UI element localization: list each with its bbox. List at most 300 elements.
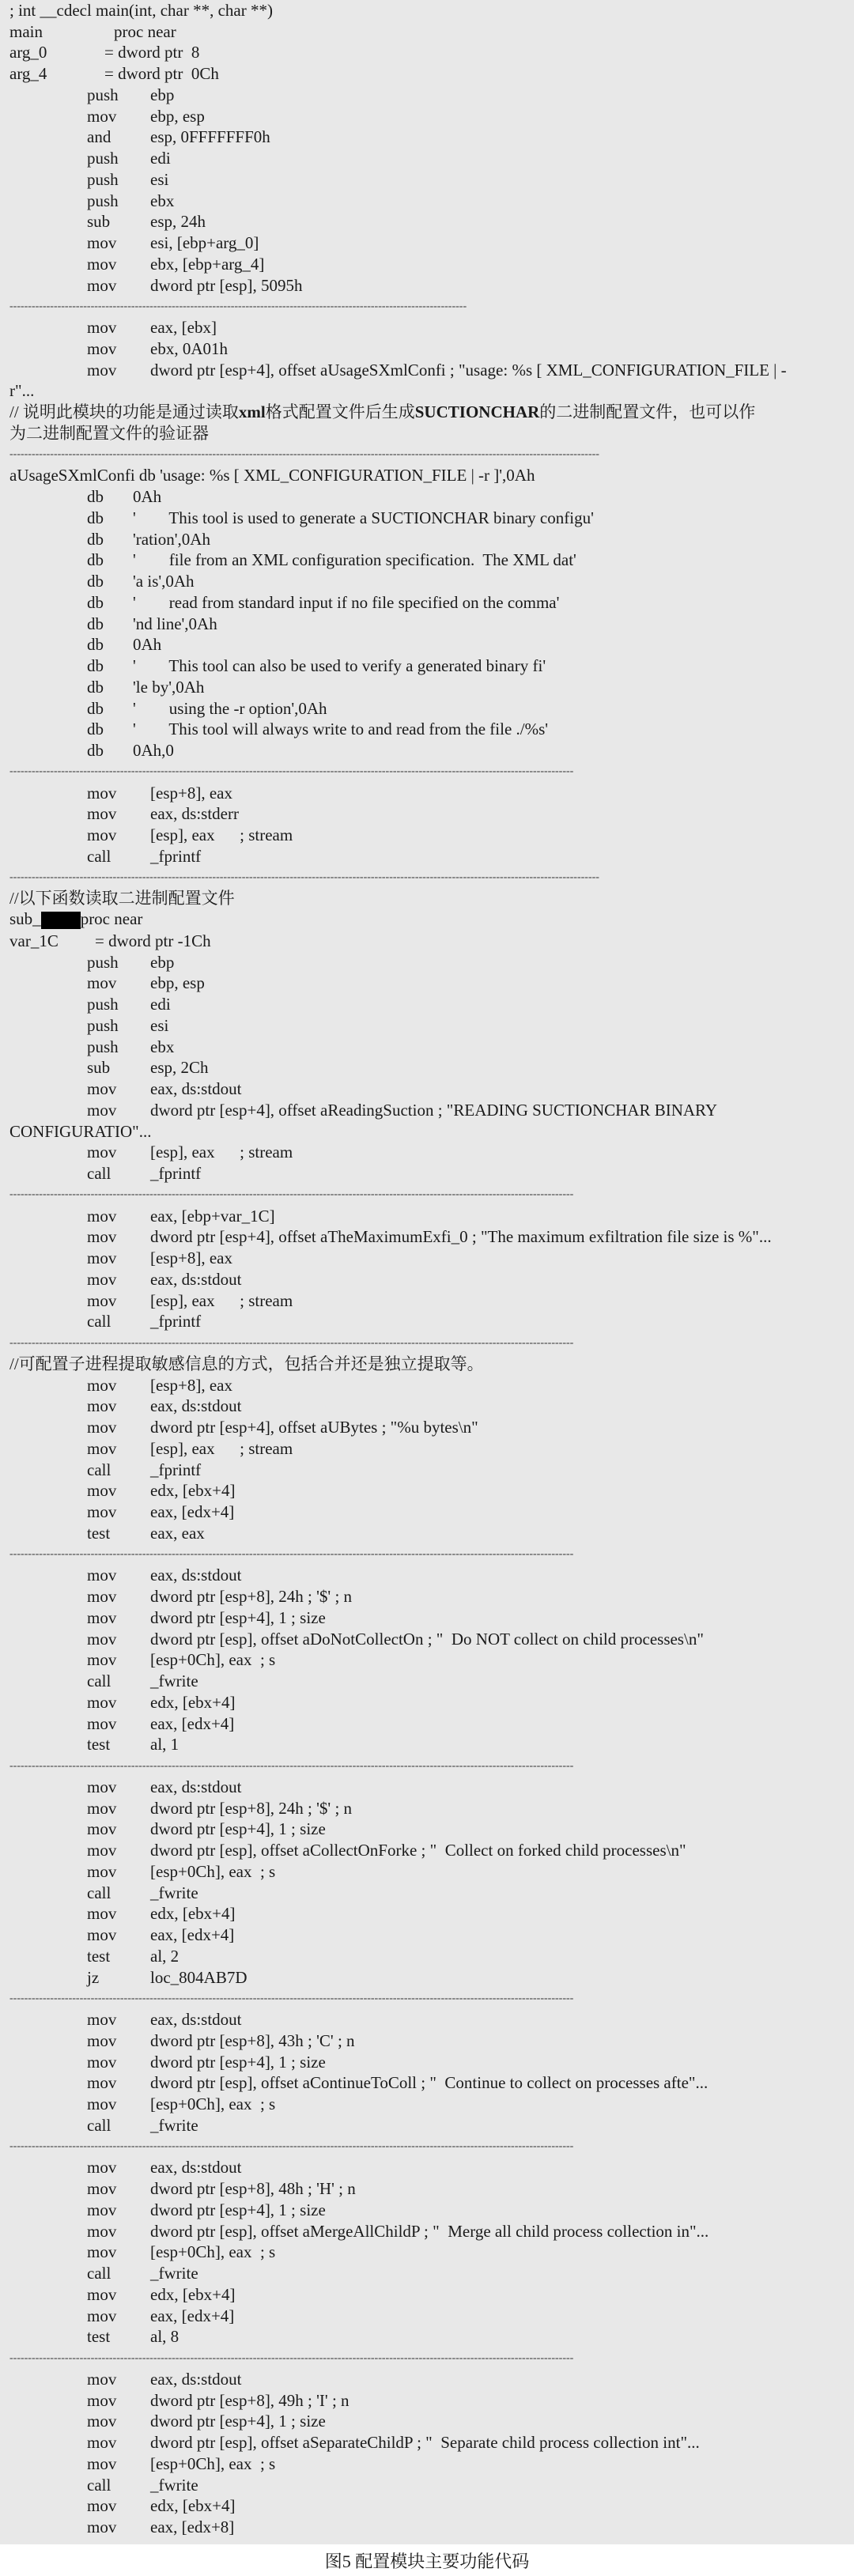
mnemonic: mov bbox=[87, 2412, 117, 2431]
instruction-line bbox=[0, 1735, 854, 1756]
operands: eax, eax bbox=[150, 1523, 205, 1543]
mnemonic: mov bbox=[87, 2094, 117, 2114]
instruction-line bbox=[0, 2052, 854, 2073]
operands: al, 8 bbox=[150, 2327, 179, 2347]
operands: dword ptr [esp+4], 1 ; size bbox=[150, 1607, 326, 1627]
code-block-sub bbox=[0, 952, 854, 1121]
comment-child-process: //可配置子进程提取敏感信息的方式，包括合并还是独立提取等。 bbox=[9, 1354, 484, 1373]
separator: --------------------------------------------------------------------------------------------------------------------------------------------------------- bbox=[9, 1992, 574, 2004]
mnemonic: mov bbox=[87, 2453, 117, 2473]
operands: dword ptr [esp], offset aSeparateChildP ; " Separate child process collection int"... bbox=[150, 2433, 700, 2453]
code-block-separate bbox=[0, 2369, 854, 2538]
operands: [esp], eax ; stream bbox=[150, 1143, 293, 1162]
instruction-line bbox=[0, 1798, 854, 1819]
code-block-sub-tail bbox=[0, 1143, 854, 1185]
operands: eax, [edx+8] bbox=[150, 2517, 235, 2537]
directive: db bbox=[87, 487, 104, 507]
instruction-line bbox=[0, 2412, 854, 2433]
mnemonic: push bbox=[87, 85, 119, 104]
data-directive-line bbox=[0, 529, 854, 550]
code-block-merge bbox=[0, 2158, 854, 2348]
operands: dword ptr [esp], 5095h bbox=[150, 275, 303, 295]
mnemonic: mov bbox=[87, 1100, 117, 1120]
operands: ' This tool is used to generate a SUCTIONCHAR binary configu' bbox=[133, 508, 594, 527]
mnemonic: mov bbox=[87, 275, 117, 295]
data-directive-line bbox=[0, 720, 854, 741]
instruction-line bbox=[0, 1417, 854, 1438]
operands: eax, ds:stdout bbox=[150, 1269, 242, 1289]
separator: ---------------------------------------------------------------------------------------------------------------------------------------------------------------- bbox=[9, 872, 599, 884]
usage-string-db-lines bbox=[0, 486, 854, 761]
directive: db bbox=[87, 720, 104, 739]
operands: dword ptr [esp+8], 48h ; 'H' ; n bbox=[150, 2179, 356, 2199]
instruction-line bbox=[0, 2306, 854, 2327]
mnemonic: call bbox=[87, 1460, 111, 1479]
mnemonic: mov bbox=[87, 1248, 117, 1268]
instruction-line bbox=[0, 1481, 854, 1502]
operands: ' file from an XML configuration specification. The XML dat' bbox=[133, 550, 576, 570]
mnemonic: call bbox=[87, 2264, 111, 2283]
mnemonic: mov bbox=[87, 1713, 117, 1733]
operands: eax, ds:stderr bbox=[150, 804, 239, 824]
instruction-line bbox=[0, 1586, 854, 1607]
instruction-line bbox=[0, 1290, 854, 1312]
instruction-line bbox=[0, 1523, 854, 1544]
mnemonic: call bbox=[87, 846, 111, 866]
arg-declaration-0: arg_0 = dword ptr 8 bbox=[9, 43, 200, 62]
mnemonic: mov bbox=[87, 2200, 117, 2219]
wrapped-continuation: CONFIGURATIO"... bbox=[9, 1121, 152, 1141]
operands: ebx bbox=[150, 191, 175, 210]
operands: eax, [edx+4] bbox=[150, 1713, 235, 1733]
mnemonic: test bbox=[87, 2327, 111, 2347]
operands: dword ptr [esp], offset aDoNotCollectOn ; " Do NOT collect on child processes\n" bbox=[150, 1629, 704, 1649]
operands: ' read from standard input if no file specified on the comma' bbox=[133, 592, 560, 612]
operands: esp, 24h bbox=[150, 212, 206, 232]
instruction-line bbox=[0, 2115, 854, 2136]
mnemonic: mov bbox=[87, 1290, 117, 1310]
instruction-line bbox=[0, 952, 854, 973]
operands: [esp], eax ; stream bbox=[150, 1438, 293, 1458]
instruction-line bbox=[0, 1883, 854, 1904]
proc-declaration-main: main proc near bbox=[9, 21, 176, 41]
instruction-line bbox=[0, 1375, 854, 1396]
instruction-line bbox=[0, 1227, 854, 1248]
mnemonic: call bbox=[87, 2475, 111, 2495]
instruction-line bbox=[0, 1566, 854, 1587]
mnemonic: mov bbox=[87, 2179, 117, 2199]
mnemonic: push bbox=[87, 952, 119, 972]
directive-row bbox=[0, 679, 204, 696]
instruction-line bbox=[0, 1692, 854, 1713]
directive-row bbox=[0, 658, 546, 674]
mnemonic: mov bbox=[87, 2306, 117, 2325]
instruction-line bbox=[0, 2432, 854, 2453]
separator: --------------------------------------------------------------------------------------------------------------------------------------------------------- bbox=[9, 766, 574, 778]
operands: [esp+0Ch], eax ; s bbox=[150, 1650, 276, 1670]
instruction-line bbox=[0, 825, 854, 846]
operands: dword ptr [esp], offset aMergeAllChildP ; " Merge all child process collection in"... bbox=[150, 2221, 709, 2241]
operands: _fprintf bbox=[150, 1164, 202, 1184]
comment-usage-line-1: // 说明此模块的功能是通过读取xml格式配置文件后生成SUCTIONCHAR的二进制配置文件，也可以作 bbox=[9, 402, 756, 422]
operands: 0Ah bbox=[133, 487, 162, 507]
operands: edx, [ebx+4] bbox=[150, 1904, 236, 1924]
operands: [esp+0Ch], eax ; s bbox=[150, 2242, 276, 2262]
instruction-line bbox=[0, 2327, 854, 2348]
operands: loc_804AB7D bbox=[150, 1967, 248, 1987]
operands: dword ptr [esp+4], offset aTheMaximumExfi_0 ; "The maximum exfiltration file size is %"... bbox=[150, 1227, 772, 1247]
directive: db bbox=[87, 614, 104, 633]
instruction-line bbox=[0, 1777, 854, 1798]
operands: dword ptr [esp+4], 1 ; size bbox=[150, 2200, 326, 2219]
operands: dword ptr [esp+8], 24h ; '$' ; n bbox=[150, 1798, 353, 1818]
instruction-line bbox=[0, 1629, 854, 1650]
code-block-forked bbox=[0, 1777, 854, 1989]
operands: eax, [edx+4] bbox=[150, 1502, 235, 1522]
instruction-line bbox=[0, 1143, 854, 1164]
mnemonic: test bbox=[87, 1735, 111, 1754]
mnemonic: jz bbox=[87, 1967, 100, 1987]
proc-declaration-sub: sub_ proc near bbox=[9, 909, 143, 929]
operands: ebp bbox=[150, 952, 175, 972]
mnemonic: push bbox=[87, 995, 119, 1014]
operands: eax, [edx+4] bbox=[150, 2306, 235, 2325]
directive: db bbox=[87, 677, 104, 697]
mnemonic: mov bbox=[87, 1841, 117, 1860]
operands: edx, [ebx+4] bbox=[150, 2284, 236, 2304]
instruction-line bbox=[0, 317, 854, 338]
operands: edx, [ebx+4] bbox=[150, 2496, 236, 2516]
instruction-line bbox=[0, 846, 854, 867]
instruction-line bbox=[0, 1946, 854, 1967]
directive-row bbox=[0, 721, 548, 738]
instruction-line bbox=[0, 2073, 854, 2094]
code-block-main bbox=[0, 85, 854, 297]
directive: db bbox=[87, 572, 104, 591]
separator: ---------------------------------------------------------------------------------------------------------------------------------------------------------------- bbox=[9, 449, 599, 461]
mnemonic: mov bbox=[87, 2517, 117, 2537]
operands: esp, 2Ch bbox=[150, 1058, 209, 1078]
mnemonic: mov bbox=[87, 1206, 117, 1226]
directive-row bbox=[0, 510, 594, 527]
directive-row bbox=[0, 698, 327, 718]
operands: _fwrite bbox=[150, 2264, 198, 2283]
comment-sub-function: //以下函数读取二进制配置文件 bbox=[9, 889, 235, 908]
operands: eax, ds:stdout bbox=[150, 1777, 242, 1796]
function-signature: ; int __cdecl main(int, char **, char **) bbox=[9, 0, 273, 20]
redacted-block bbox=[41, 912, 81, 929]
operands: 'nd line',0Ah bbox=[133, 614, 217, 633]
operands: al, 1 bbox=[150, 1735, 179, 1754]
separator: --------------------------------------------------------------------------------------------------------------------------------------------------------- bbox=[9, 1337, 574, 1349]
data-directive-line bbox=[0, 655, 854, 677]
mnemonic: mov bbox=[87, 2158, 117, 2178]
instruction-line bbox=[0, 1924, 854, 1946]
instruction-line bbox=[0, 360, 854, 381]
code-block-usage bbox=[0, 317, 854, 380]
mnemonic: mov bbox=[87, 1269, 117, 1289]
operands: dword ptr [esp+8], 49h ; 'I' ; n bbox=[150, 2390, 350, 2410]
code-block-exfil bbox=[0, 1206, 854, 1333]
directive: db bbox=[87, 592, 104, 612]
mnemonic: test bbox=[87, 1946, 111, 1966]
operands: dword ptr [esp], offset aContinueToColl ; " Continue to collect on processes afte"... bbox=[150, 2073, 709, 2093]
instruction-line bbox=[0, 2221, 854, 2242]
directive: db bbox=[87, 508, 104, 527]
mnemonic: mov bbox=[87, 1650, 117, 1670]
instruction-line bbox=[0, 169, 854, 191]
mnemonic: push bbox=[87, 149, 119, 168]
operands: dword ptr [esp+8], 24h ; '$' ; n bbox=[150, 1587, 353, 1607]
operands: al, 2 bbox=[150, 1946, 179, 1966]
operands: dword ptr [esp], offset aCollectOnForke ; " Collect on forked child processes\n" bbox=[150, 1841, 686, 1860]
operands: [esp+8], eax bbox=[150, 783, 232, 803]
mnemonic: sub bbox=[87, 1058, 111, 1078]
instruction-line bbox=[0, 1206, 854, 1227]
instruction-line bbox=[0, 1840, 854, 1861]
data-directive-line bbox=[0, 698, 854, 720]
instruction-line bbox=[0, 1501, 854, 1523]
operands: dword ptr [esp+4], 1 ; size bbox=[150, 2052, 326, 2072]
mnemonic: mov bbox=[87, 783, 117, 803]
mnemonic: mov bbox=[87, 318, 117, 338]
code-block-fprintf bbox=[0, 783, 854, 867]
directive-row bbox=[0, 742, 174, 759]
operands: ebx, 0A01h bbox=[150, 338, 228, 358]
mnemonic: mov bbox=[87, 233, 117, 253]
operands: _fwrite bbox=[150, 2475, 198, 2495]
wrapped-continuation: r"... bbox=[9, 381, 35, 401]
mnemonic: mov bbox=[87, 1904, 117, 1924]
operands: ebp, esp bbox=[150, 973, 205, 993]
mnemonic: mov bbox=[87, 1375, 117, 1395]
instruction-line bbox=[0, 1058, 854, 1079]
instruction-line bbox=[0, 1163, 854, 1184]
separator: ---------------------------------------------------------------------------------------------------------------------------- bbox=[9, 300, 467, 312]
operands: eax, [edx+4] bbox=[150, 1925, 235, 1945]
mnemonic: mov bbox=[87, 2010, 117, 2030]
operands: _fwrite bbox=[150, 1671, 198, 1691]
mnemonic: mov bbox=[87, 2284, 117, 2304]
mnemonic: mov bbox=[87, 1861, 117, 1881]
directive-row bbox=[0, 552, 576, 568]
operands: 0Ah,0 bbox=[133, 741, 174, 761]
code-block-notcollect bbox=[0, 1566, 854, 1756]
operands: eax, ds:stdout bbox=[150, 2369, 242, 2389]
operands: _fwrite bbox=[150, 1883, 198, 1902]
mnemonic: mov bbox=[87, 1925, 117, 1945]
mnemonic: mov bbox=[87, 1079, 117, 1099]
mnemonic: call bbox=[87, 1671, 111, 1691]
code-block-continue bbox=[0, 2009, 854, 2136]
directive: db bbox=[87, 656, 104, 676]
directive: db bbox=[87, 635, 104, 655]
operands: ebp, esp bbox=[150, 106, 205, 126]
instruction-line bbox=[0, 148, 854, 169]
mnemonic: mov bbox=[87, 2369, 117, 2389]
separator: --------------------------------------------------------------------------------------------------------------------------------------------------------- bbox=[9, 2141, 574, 2153]
instruction-line bbox=[0, 212, 854, 233]
instruction-line bbox=[0, 1438, 854, 1460]
mnemonic: test bbox=[87, 1523, 111, 1543]
operands: eax, [ebx] bbox=[150, 318, 217, 338]
operands: [esp], eax ; stream bbox=[150, 825, 293, 845]
instruction-line bbox=[0, 2369, 854, 2390]
directive: db bbox=[87, 741, 104, 761]
instruction-line bbox=[0, 1671, 854, 1692]
directive-row bbox=[0, 592, 560, 612]
mnemonic: mov bbox=[87, 1143, 117, 1162]
mnemonic: mov bbox=[87, 106, 117, 126]
instruction-line bbox=[0, 1100, 854, 1121]
directive-row bbox=[0, 531, 210, 548]
directive: db bbox=[87, 529, 104, 549]
mnemonic: call bbox=[87, 1883, 111, 1902]
operands: esi bbox=[150, 1015, 169, 1035]
instruction-line bbox=[0, 783, 854, 804]
mnemonic: mov bbox=[87, 338, 117, 358]
instruction-line bbox=[0, 1650, 854, 1671]
mnemonic: mov bbox=[87, 2221, 117, 2241]
data-directive-line bbox=[0, 486, 854, 508]
operands: eax, ds:stdout bbox=[150, 1566, 242, 1585]
mnemonic: push bbox=[87, 169, 119, 189]
instruction-line bbox=[0, 1607, 854, 1629]
separator: --------------------------------------------------------------------------------------------------------------------------------------------------------- bbox=[9, 1549, 574, 1561]
operands: edi bbox=[150, 149, 171, 168]
instruction-line bbox=[0, 1713, 854, 1735]
directive-row bbox=[0, 489, 161, 505]
mnemonic: mov bbox=[87, 1607, 117, 1627]
operands: ' This tool will always write to and read from the file ./%s' bbox=[133, 720, 549, 739]
operands: esp, 0FFFFFFF0h bbox=[150, 127, 270, 147]
operands: _fprintf bbox=[150, 846, 202, 866]
data-directive-line bbox=[0, 508, 854, 529]
mnemonic: push bbox=[87, 1037, 119, 1056]
data-directive-line bbox=[0, 550, 854, 572]
operands: esi, [ebp+arg_0] bbox=[150, 233, 259, 253]
instruction-line bbox=[0, 1861, 854, 1883]
instruction-line bbox=[0, 2390, 854, 2412]
operands: dword ptr [esp+4], offset aReadingSuction ; "READING SUCTIONCHAR BINARY bbox=[150, 1100, 718, 1120]
mnemonic: mov bbox=[87, 1587, 117, 1607]
mnemonic: mov bbox=[87, 1692, 117, 1712]
mnemonic: mov bbox=[87, 1629, 117, 1649]
instruction-line bbox=[0, 254, 854, 275]
operands: edi bbox=[150, 995, 171, 1014]
mnemonic: sub bbox=[87, 212, 111, 232]
mnemonic: mov bbox=[87, 2030, 117, 2050]
instruction-line bbox=[0, 191, 854, 212]
operands: dword ptr [esp+8], 43h ; 'C' ; n bbox=[150, 2030, 355, 2050]
operands: eax, [ebp+var_1C] bbox=[150, 1206, 275, 1226]
mnemonic: mov bbox=[87, 973, 117, 993]
operands: ebx, [ebp+arg_4] bbox=[150, 254, 265, 274]
mnemonic: mov bbox=[87, 1418, 117, 1437]
operands: eax, ds:stdout bbox=[150, 2158, 242, 2178]
operands: _fwrite bbox=[150, 2115, 198, 2135]
instruction-line bbox=[0, 994, 854, 1015]
mnemonic: mov bbox=[87, 1438, 117, 1458]
directive-row bbox=[0, 573, 195, 590]
operands: edx, [ebx+4] bbox=[150, 1481, 236, 1501]
instruction-line bbox=[0, 2475, 854, 2496]
separator: --------------------------------------------------------------------------------------------------------------------------------------------------------- bbox=[9, 1189, 574, 1201]
mnemonic: mov bbox=[87, 2390, 117, 2410]
var-declaration: var_1C = dword ptr -1Ch bbox=[9, 931, 211, 950]
operands: 'ration',0Ah bbox=[133, 529, 210, 549]
operands: [esp+0Ch], eax ; s bbox=[150, 2453, 276, 2473]
operands: dword ptr [esp+4], 1 ; size bbox=[150, 1819, 326, 1839]
instruction-line bbox=[0, 1037, 854, 1058]
instruction-line bbox=[0, 106, 854, 127]
operands: 'a is',0Ah bbox=[133, 572, 195, 591]
mnemonic: mov bbox=[87, 1777, 117, 1796]
operands: [esp+8], eax bbox=[150, 1248, 232, 1268]
instruction-line bbox=[0, 2242, 854, 2264]
instruction-line bbox=[0, 1904, 854, 1925]
data-directive-line bbox=[0, 635, 854, 656]
usage-string-label: aUsageSXmlConfi db 'usage: %s [ XML_CONFIGURATION_FILE | -r ]',0Ah bbox=[9, 466, 535, 485]
instruction-line bbox=[0, 275, 854, 297]
instruction-line bbox=[0, 2030, 854, 2052]
instruction-line bbox=[0, 1819, 854, 1841]
instruction-line bbox=[0, 1269, 854, 1290]
instruction-line bbox=[0, 1460, 854, 1481]
operands: _fprintf bbox=[150, 1312, 202, 1331]
instruction-line bbox=[0, 2496, 854, 2517]
operands: [esp], eax ; stream bbox=[150, 1290, 293, 1310]
directive-row bbox=[0, 636, 161, 653]
operands: ebp bbox=[150, 85, 175, 104]
operands: _fprintf bbox=[150, 1460, 202, 1479]
mnemonic: mov bbox=[87, 254, 117, 274]
separator: --------------------------------------------------------------------------------------------------------------------------------------------------------- bbox=[9, 1760, 574, 1772]
instruction-line bbox=[0, 804, 854, 825]
operands: 'le by',0Ah bbox=[133, 677, 205, 697]
operands: [esp+0Ch], eax ; s bbox=[150, 1861, 276, 1881]
operands: dword ptr [esp+4], offset aUBytes ; "%u bytes\n" bbox=[150, 1418, 478, 1437]
operands: dword ptr [esp+4], 1 ; size bbox=[150, 2412, 326, 2431]
code-block-bytes bbox=[0, 1375, 854, 1544]
figure-caption: 图5 配置模块主要功能代码 bbox=[0, 2544, 854, 2576]
mnemonic: mov bbox=[87, 2433, 117, 2453]
comment-usage-line-2: 为二进制配置文件的验证器 bbox=[9, 423, 209, 443]
instruction-line bbox=[0, 85, 854, 106]
operands: [esp+0Ch], eax ; s bbox=[150, 2094, 276, 2114]
instruction-line bbox=[0, 1015, 854, 1037]
instruction-line bbox=[0, 127, 854, 149]
operands: [esp+8], eax bbox=[150, 1375, 232, 1395]
operands: eax, ds:stdout bbox=[150, 1396, 242, 1416]
mnemonic: mov bbox=[87, 825, 117, 845]
instruction-line bbox=[0, 338, 854, 360]
instruction-line bbox=[0, 2094, 854, 2115]
operands: ' This tool can also be used to verify a generated binary fi' bbox=[133, 656, 546, 676]
mnemonic: mov bbox=[87, 2242, 117, 2262]
instruction-line bbox=[0, 2263, 854, 2284]
instruction-line bbox=[0, 1967, 854, 1989]
instruction-line bbox=[0, 1312, 854, 1333]
data-directive-line bbox=[0, 677, 854, 698]
data-directive-line bbox=[0, 614, 854, 635]
mnemonic: call bbox=[87, 1312, 111, 1331]
mnemonic: mov bbox=[87, 1481, 117, 1501]
operands: ' using the -r option',0Ah bbox=[133, 698, 327, 718]
mnemonic: mov bbox=[87, 1819, 117, 1839]
operands: esi bbox=[150, 169, 169, 189]
instruction-line bbox=[0, 2009, 854, 2030]
